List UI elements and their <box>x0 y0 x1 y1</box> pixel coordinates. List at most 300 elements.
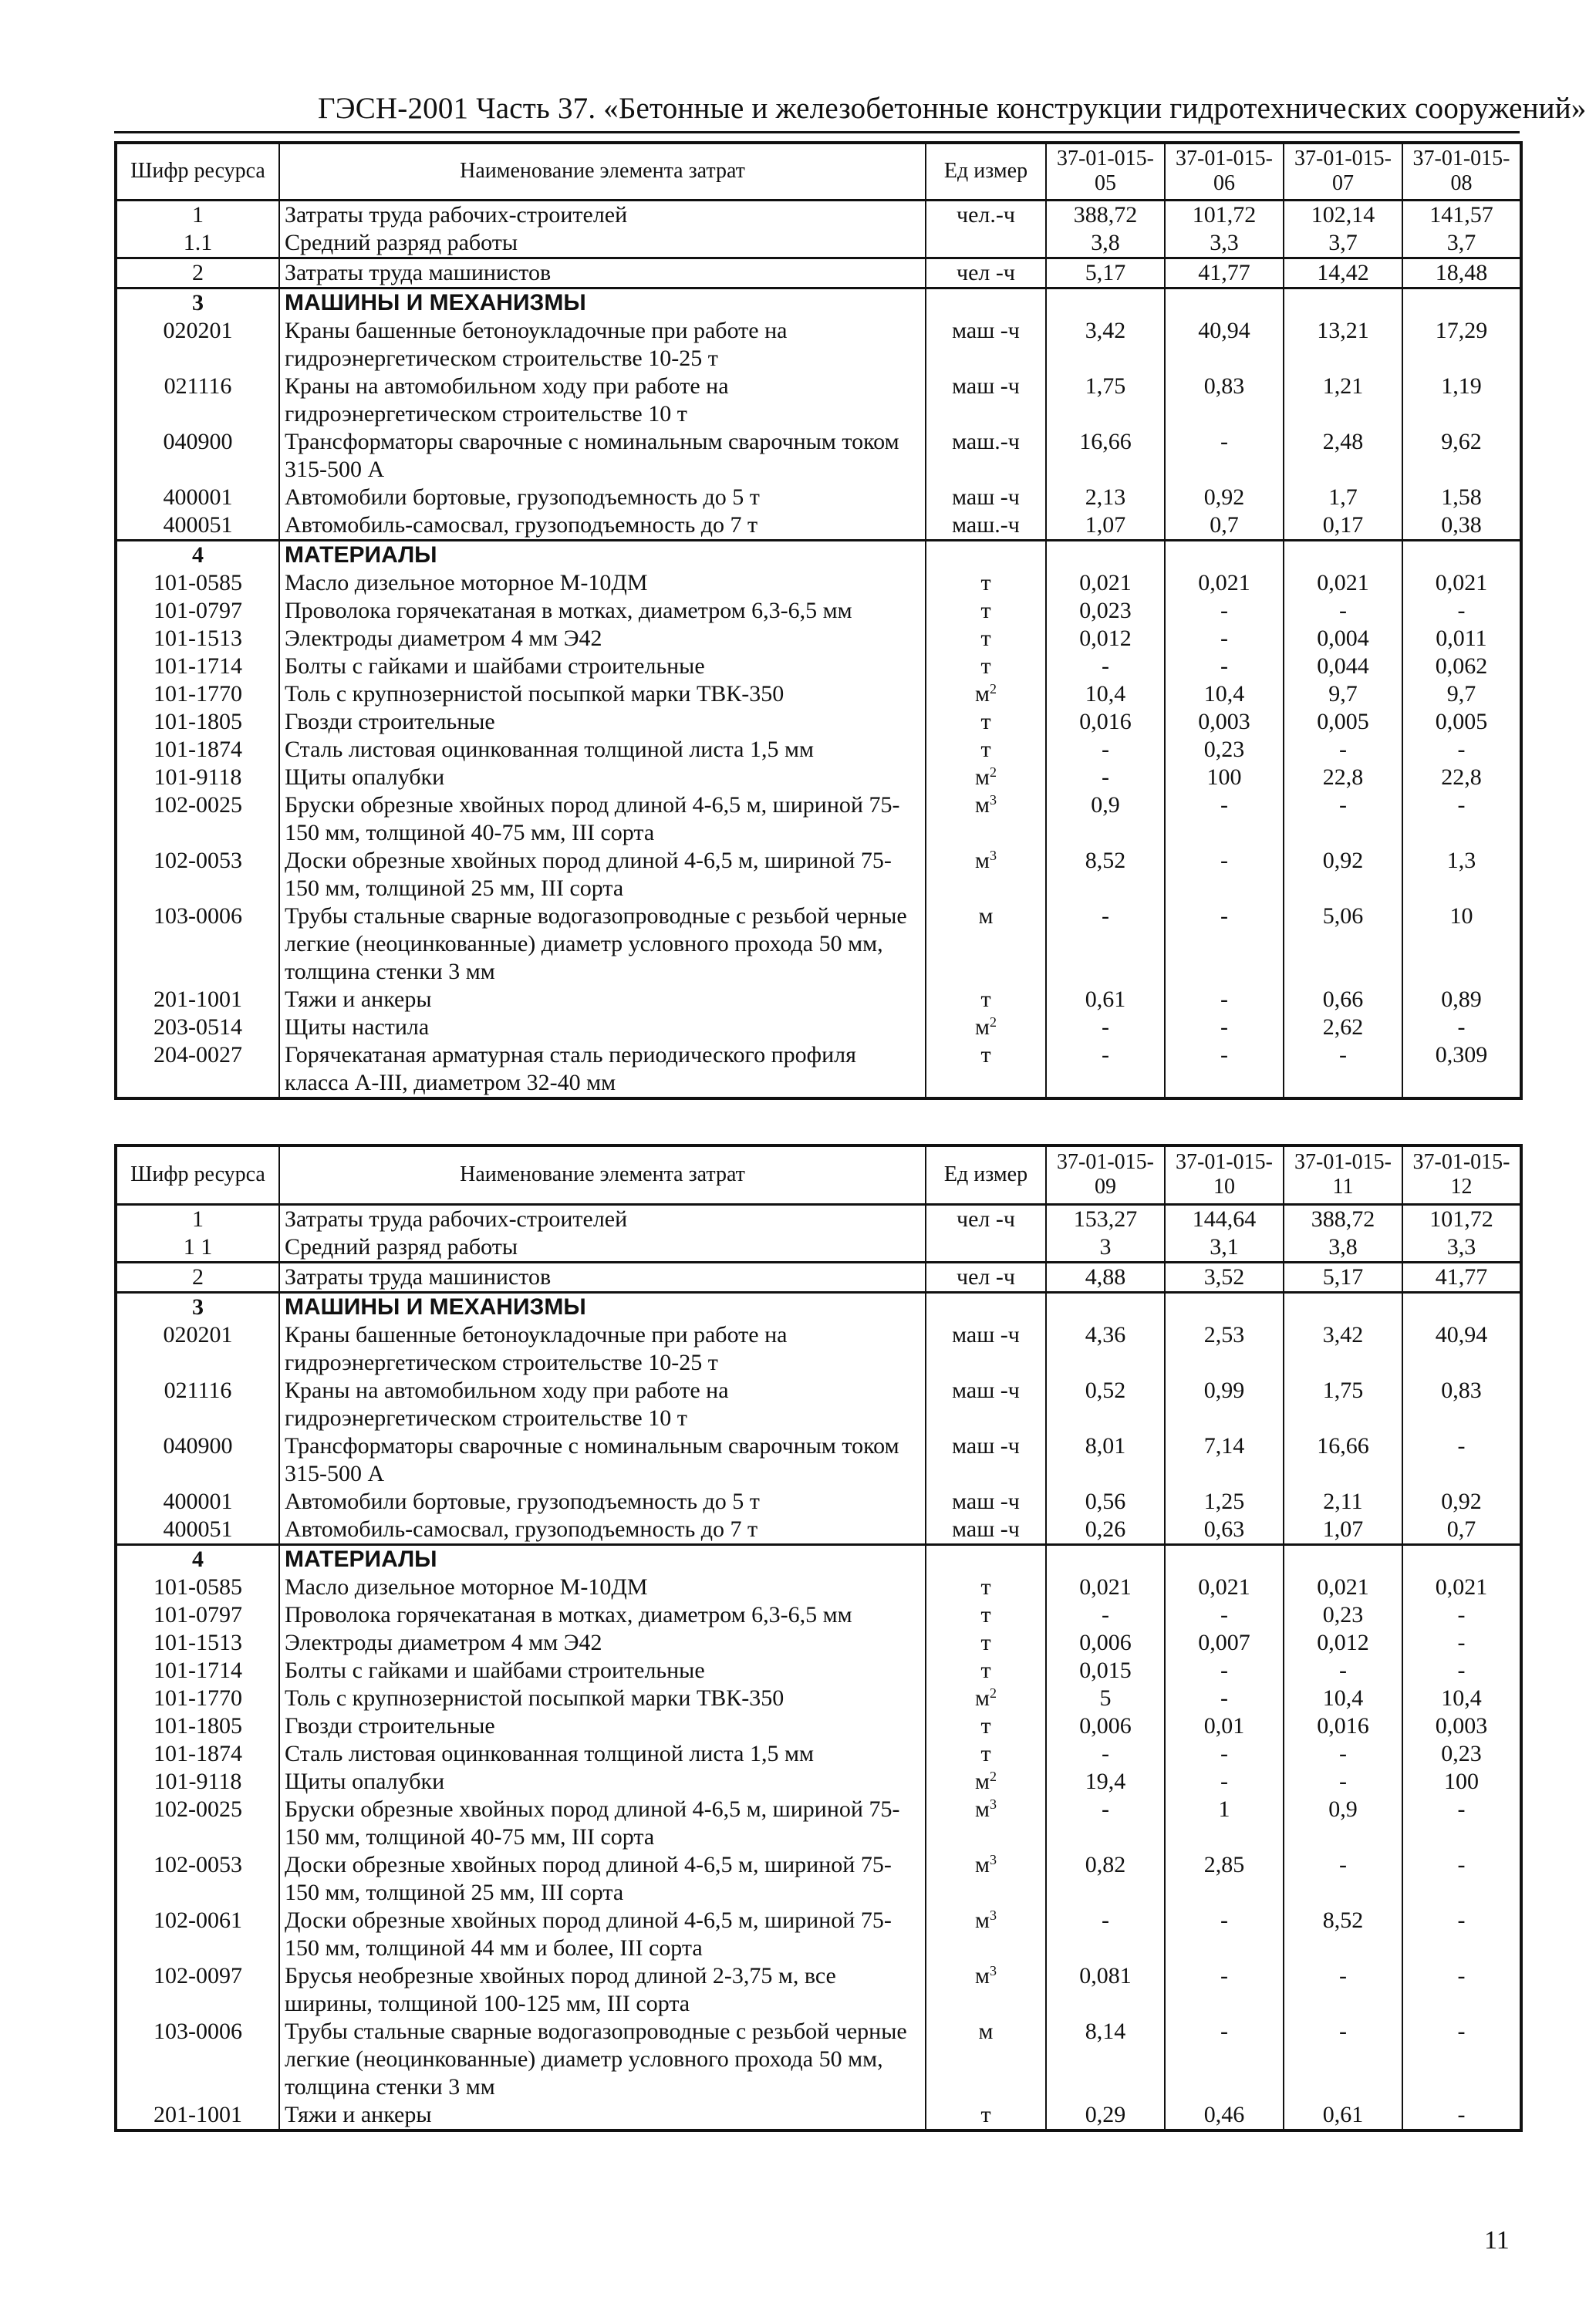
norm-value: 22,8 <box>1284 764 1402 791</box>
resource-code: 101-0585 <box>116 1574 279 1601</box>
unit-label: маш -ч <box>952 1377 1020 1403</box>
resource-code: 101-1770 <box>116 1685 279 1712</box>
unit-cell <box>926 791 1046 847</box>
resource-name: Проволока горячекатаная в мотках, диаметром 6,3-6,5 мм <box>279 1601 926 1629</box>
table-row <box>116 1907 1521 1962</box>
norm-value: 0,26 <box>1046 1516 1165 1545</box>
unit-cell <box>926 569 1046 597</box>
unit-cell <box>926 1321 1046 1377</box>
norm-value: - <box>1046 1041 1165 1098</box>
norm-value <box>1046 1544 1165 1574</box>
unit-cell <box>926 229 1046 258</box>
unit-cell <box>926 1014 1046 1041</box>
norm-value: 0,56 <box>1046 1488 1165 1516</box>
section-row <box>116 1544 1521 1574</box>
table-row <box>116 1233 1521 1263</box>
table-row <box>116 1516 1521 1545</box>
resource-code: 101-0585 <box>116 569 279 597</box>
norm-value: 3,42 <box>1046 317 1165 373</box>
unit-label: маш.-ч <box>952 428 1020 454</box>
resource-code: 101-1874 <box>116 736 279 764</box>
resource-code: 201-1001 <box>116 2101 279 2130</box>
norm-value: 9,62 <box>1402 428 1521 484</box>
unit-label: м <box>975 1768 990 1794</box>
resource-name: Толь с крупнозернистой посыпкой марки ТВК-350 <box>279 1685 926 1712</box>
table-row <box>116 1657 1521 1685</box>
resource-name: Гвозди строительные <box>279 1712 926 1740</box>
unit-cell <box>926 1712 1046 1740</box>
unit-label: чел.-ч <box>957 201 1015 228</box>
norm-value: 0,015 <box>1046 1657 1165 1685</box>
norm-value: - <box>1165 1014 1284 1041</box>
norm-value: - <box>1284 736 1402 764</box>
norm-value: 7,14 <box>1165 1432 1284 1488</box>
resource-name: Автомобили бортовые, грузоподъемность до 5 т <box>279 1488 926 1516</box>
norm-value: 1,25 <box>1165 1488 1284 1516</box>
norm-value: 0,016 <box>1284 1712 1402 1740</box>
norm-value: - <box>1165 597 1284 625</box>
norm-value: - <box>1165 1657 1284 1685</box>
norm-value: 0,062 <box>1402 653 1521 680</box>
unit-cell <box>926 200 1046 229</box>
norm-value: 0,021 <box>1165 569 1284 597</box>
norm-value: 41,77 <box>1165 258 1284 288</box>
unit-label: т <box>980 653 991 679</box>
unit-label: т <box>980 1041 991 1068</box>
norm-value: 0,003 <box>1165 708 1284 736</box>
norm-value: 3,3 <box>1402 1233 1521 1263</box>
resource-name: Краны башенные бетоноукладочные при работе на гидроэнергетическом строительстве 10-25 т <box>279 317 926 373</box>
table-row <box>116 1962 1521 2018</box>
table-row <box>116 847 1521 902</box>
norm-value: 0,17 <box>1284 511 1402 541</box>
unit-label: м <box>975 1962 990 1988</box>
section-title: МАШИНЫ И МЕХАНИЗМЫ <box>279 288 926 317</box>
resource-name: Бруски обрезные хвойных пород длиной 4-6,5 м, шириной 75-150 мм, толщиной 40-75 мм, III сорта <box>279 791 926 847</box>
table-row <box>116 653 1521 680</box>
unit-label: чел -ч <box>957 1206 1015 1232</box>
table-row <box>116 1262 1521 1292</box>
unit-label: маш -ч <box>952 1488 1020 1514</box>
norm-value: - <box>1165 1907 1284 1962</box>
column-header-unit: Ед измер <box>926 1145 1046 1204</box>
norm-value: - <box>1165 1962 1284 2018</box>
norm-value: 0,006 <box>1046 1629 1165 1657</box>
unit-exponent: 3 <box>989 1851 997 1867</box>
norm-value: - <box>1284 1657 1402 1685</box>
resource-name: Болты с гайками и шайбами строительные <box>279 1657 926 1685</box>
table-row <box>116 258 1521 288</box>
norm-value: - <box>1046 1907 1165 1962</box>
norm-value: 144,64 <box>1165 1204 1284 1233</box>
norm-value <box>1402 1292 1521 1321</box>
norm-value: - <box>1165 986 1284 1014</box>
column-header-code: Шифр ресурса <box>116 143 279 200</box>
norm-value: - <box>1402 736 1521 764</box>
norm-value: 17,29 <box>1402 317 1521 373</box>
unit-exponent: 2 <box>989 764 997 780</box>
table-row <box>116 625 1521 653</box>
unit-cell <box>926 1962 1046 2018</box>
table-row <box>116 511 1521 541</box>
norm-value: - <box>1284 1962 1402 2018</box>
resource-name: Щиты опалубки <box>279 1768 926 1796</box>
table-row <box>116 1740 1521 1768</box>
table-row <box>116 1321 1521 1377</box>
resource-code: 400051 <box>116 1516 279 1545</box>
norm-value <box>1046 540 1165 569</box>
resource-name: Тяжи и анкеры <box>279 986 926 1014</box>
resource-code: 103-0006 <box>116 902 279 986</box>
resource-name: Брусья необрезные хвойных пород длиной 2-3,75 м, все ширины, толщиной 100-125 мм, III сорта <box>279 1962 926 2018</box>
norm-value: 0,012 <box>1046 625 1165 653</box>
unit-label: м <box>978 2018 994 2044</box>
resource-code: 102-0053 <box>116 847 279 902</box>
norm-value: 5,06 <box>1284 902 1402 986</box>
table-row <box>116 1768 1521 1796</box>
norm-value <box>1402 1544 1521 1574</box>
norm-value: - <box>1046 1740 1165 1768</box>
norm-value: 0,99 <box>1165 1377 1284 1432</box>
norm-value: - <box>1165 625 1284 653</box>
norm-value: 19,4 <box>1046 1768 1165 1796</box>
table-row <box>116 2018 1521 2101</box>
resource-code: 3 <box>116 288 279 317</box>
unit-label: маш -ч <box>952 484 1020 510</box>
resource-name: Затраты труда рабочих-строителей <box>279 200 926 229</box>
norm-value: 0,29 <box>1046 2101 1165 2130</box>
unit-cell <box>926 736 1046 764</box>
norm-value: 3,42 <box>1284 1321 1402 1377</box>
unit-label: м <box>975 680 990 707</box>
column-header-norm: 37-01-015-12 <box>1402 1145 1521 1204</box>
norm-value: 1,19 <box>1402 373 1521 428</box>
resource-name: Бруски обрезные хвойных пород длиной 4-6,5 м, шириной 75-150 мм, толщиной 40-75 мм, III сорта <box>279 1796 926 1851</box>
table-row <box>116 1041 1521 1098</box>
unit-cell <box>926 1204 1046 1233</box>
resource-name: Автомобили бортовые, грузоподъемность до 5 т <box>279 484 926 511</box>
unit-label: т <box>980 1574 991 1600</box>
norm-value <box>1046 1292 1165 1321</box>
norm-value: - <box>1046 736 1165 764</box>
resource-name: Автомобиль-самосвал, грузоподъемность до 7 т <box>279 511 926 541</box>
norm-value: - <box>1402 1432 1521 1488</box>
unit-exponent: 2 <box>989 1768 997 1784</box>
norm-value <box>1165 540 1284 569</box>
norm-value <box>1402 288 1521 317</box>
unit-cell <box>926 1041 1046 1098</box>
table-row <box>116 680 1521 708</box>
resource-code: 021116 <box>116 373 279 428</box>
table-row <box>116 1574 1521 1601</box>
norm-value: - <box>1284 1851 1402 1907</box>
norm-value: 2,62 <box>1284 1014 1402 1041</box>
unit-label: чел -ч <box>957 1263 1015 1290</box>
resource-name: Масло дизельное моторное М-10ДМ <box>279 1574 926 1601</box>
column-header-name: Наименование элемента затрат <box>279 143 926 200</box>
norm-value <box>1284 1544 1402 1574</box>
section-row <box>116 540 1521 569</box>
resource-code: 1 <box>116 200 279 229</box>
norm-value <box>1284 1292 1402 1321</box>
unit-exponent: 2 <box>989 680 997 697</box>
norm-value: 100 <box>1402 1768 1521 1796</box>
norm-value: - <box>1165 428 1284 484</box>
norm-value: 0,89 <box>1402 986 1521 1014</box>
norm-value: 9,7 <box>1402 680 1521 708</box>
resource-name: Масло дизельное моторное М-10ДМ <box>279 569 926 597</box>
resource-table-2 <box>114 1144 1523 2132</box>
table-row <box>116 1712 1521 1740</box>
unit-cell <box>926 540 1046 569</box>
resource-code: 102-0097 <box>116 1962 279 2018</box>
norm-value: - <box>1402 1629 1521 1657</box>
table-row <box>116 317 1521 373</box>
unit-label: маш -ч <box>952 1516 1020 1542</box>
resource-code: 021116 <box>116 1377 279 1432</box>
unit-cell <box>926 1740 1046 1768</box>
norm-value: 0,003 <box>1402 1712 1521 1740</box>
column-header-norm: 37-01-015-09 <box>1046 1145 1165 1204</box>
norm-value: 0,63 <box>1165 1516 1284 1545</box>
resource-code: 400001 <box>116 1488 279 1516</box>
table-row <box>116 986 1521 1014</box>
norm-value: 3,8 <box>1284 1233 1402 1263</box>
unit-label: чел -ч <box>957 259 1015 285</box>
norm-value: - <box>1046 653 1165 680</box>
section-title: МАТЕРИАЛЫ <box>279 540 926 569</box>
unit-label: т <box>980 569 991 595</box>
norm-value: - <box>1165 2018 1284 2101</box>
norm-value: 41,77 <box>1402 1262 1521 1292</box>
unit-cell <box>926 847 1046 902</box>
norm-value <box>1165 1292 1284 1321</box>
norm-value: 0,021 <box>1402 1574 1521 1601</box>
column-header-norm: 37-01-015-06 <box>1165 143 1284 200</box>
resource-name: Трубы стальные сварные водогазопроводные с резьбой черные легкие (неоцинкованные) диаметр условного прохода 50 мм, толщина стенки 3 мм <box>279 2018 926 2101</box>
norm-value: 8,01 <box>1046 1432 1165 1488</box>
norm-value: - <box>1165 1768 1284 1796</box>
resource-code: 400001 <box>116 484 279 511</box>
column-header-norm: 37-01-015-08 <box>1402 143 1521 200</box>
table-row <box>116 1014 1521 1041</box>
norm-value: 3 <box>1046 1233 1165 1263</box>
norm-value: 2,48 <box>1284 428 1402 484</box>
norm-value: 4,36 <box>1046 1321 1165 1377</box>
unit-cell <box>926 986 1046 1014</box>
norm-value: 0,9 <box>1046 791 1165 847</box>
norm-value: 102,14 <box>1284 200 1402 229</box>
resource-code: 020201 <box>116 317 279 373</box>
norm-value <box>1402 540 1521 569</box>
resource-name: Электроды диаметром 4 мм Э42 <box>279 1629 926 1657</box>
unit-exponent: 3 <box>989 847 997 863</box>
norm-value: 2,85 <box>1165 1851 1284 1907</box>
resource-name: Электроды диаметром 4 мм Э42 <box>279 625 926 653</box>
unit-label: м <box>975 1907 990 1933</box>
resource-code: 4 <box>116 540 279 569</box>
resource-code: 101-1805 <box>116 708 279 736</box>
unit-cell <box>926 484 1046 511</box>
resource-code: 101-0797 <box>116 597 279 625</box>
norm-value: 101,72 <box>1402 1204 1521 1233</box>
table-row <box>116 569 1521 597</box>
table-row <box>116 200 1521 229</box>
norm-value: 3,7 <box>1284 229 1402 258</box>
norm-value: 0,83 <box>1165 373 1284 428</box>
unit-label: м <box>975 791 990 818</box>
unit-cell <box>926 1768 1046 1796</box>
unit-cell <box>926 680 1046 708</box>
table-row <box>116 1796 1521 1851</box>
unit-cell <box>926 373 1046 428</box>
resource-code: 101-9118 <box>116 764 279 791</box>
norm-value: 0,7 <box>1402 1516 1521 1545</box>
unit-label: т <box>980 1740 991 1766</box>
table-row <box>116 1629 1521 1657</box>
unit-cell <box>926 1233 1046 1263</box>
norm-value: - <box>1402 1657 1521 1685</box>
norm-value: 153,27 <box>1046 1204 1165 1233</box>
norm-value: - <box>1165 902 1284 986</box>
norm-value: - <box>1284 1768 1402 1796</box>
resource-code: 020201 <box>116 1321 279 1377</box>
norm-value: - <box>1165 653 1284 680</box>
unit-exponent: 3 <box>989 791 997 808</box>
resource-name: Гвозди строительные <box>279 708 926 736</box>
resource-code: 040900 <box>116 428 279 484</box>
resource-code: 101-1770 <box>116 680 279 708</box>
unit-label: т <box>980 2101 991 2127</box>
resource-code: 4 <box>116 1544 279 1574</box>
norm-value: 0,23 <box>1402 1740 1521 1768</box>
norm-value: 101,72 <box>1165 200 1284 229</box>
norm-value: 0,021 <box>1165 1574 1284 1601</box>
unit-label: м <box>978 902 994 929</box>
norm-value: 0,92 <box>1284 847 1402 902</box>
table-row <box>116 597 1521 625</box>
norm-value: 141,57 <box>1402 200 1521 229</box>
norm-value: - <box>1165 791 1284 847</box>
unit-label: т <box>980 708 991 734</box>
norm-value: 10,4 <box>1046 680 1165 708</box>
resource-name: Щиты настила <box>279 1014 926 1041</box>
norm-value: 0,92 <box>1402 1488 1521 1516</box>
norm-value: 18,48 <box>1402 258 1521 288</box>
resource-name: Краны на автомобильном ходу при работе на гидроэнергетическом строительстве 10 т <box>279 1377 926 1432</box>
table-row <box>116 1488 1521 1516</box>
norm-value: 1,75 <box>1046 373 1165 428</box>
norm-value: 40,94 <box>1165 317 1284 373</box>
norm-value: 3,3 <box>1165 229 1284 258</box>
unit-cell <box>926 597 1046 625</box>
norm-value: 10,4 <box>1284 1685 1402 1712</box>
resource-code: 102-0061 <box>116 1907 279 1962</box>
norm-value <box>1284 288 1402 317</box>
norm-value: 0,83 <box>1402 1377 1521 1432</box>
unit-label: м <box>975 1796 990 1822</box>
norm-value: 0,38 <box>1402 511 1521 541</box>
norm-value: 14,42 <box>1284 258 1402 288</box>
resource-code: 1 1 <box>116 1233 279 1263</box>
norm-value <box>1165 288 1284 317</box>
norm-value: 10,4 <box>1165 680 1284 708</box>
table-row <box>116 2101 1521 2130</box>
unit-label: м <box>975 764 990 790</box>
unit-label: т <box>980 1629 991 1655</box>
norm-value: - <box>1284 791 1402 847</box>
norm-value: 0,016 <box>1046 708 1165 736</box>
unit-cell <box>926 653 1046 680</box>
unit-label: т <box>980 1601 991 1628</box>
norm-value: 16,66 <box>1046 428 1165 484</box>
norm-value: - <box>1046 902 1165 986</box>
table-row <box>116 484 1521 511</box>
resource-code: 101-1513 <box>116 625 279 653</box>
norm-value: - <box>1402 1796 1521 1851</box>
resource-name: Горячекатаная арматурная сталь периодического профиля класса А-III, диаметром 32-40 мм <box>279 1041 926 1098</box>
resource-code: 201-1001 <box>116 986 279 1014</box>
norm-value <box>1046 288 1165 317</box>
header-rule <box>114 131 1520 133</box>
norm-value <box>1284 540 1402 569</box>
norm-value: - <box>1165 1601 1284 1629</box>
unit-label: м <box>975 1685 990 1711</box>
norm-value: - <box>1402 1851 1521 1907</box>
norm-value: - <box>1402 791 1521 847</box>
unit-cell <box>926 902 1046 986</box>
norm-value: 1,07 <box>1284 1516 1402 1545</box>
unit-cell <box>926 1601 1046 1629</box>
norm-value: - <box>1402 1907 1521 1962</box>
resource-code: 040900 <box>116 1432 279 1488</box>
norm-value: 0,82 <box>1046 1851 1165 1907</box>
table-row <box>116 1685 1521 1712</box>
norm-value: 1,75 <box>1284 1377 1402 1432</box>
norm-value: 0,23 <box>1284 1601 1402 1629</box>
norm-value: 0,92 <box>1165 484 1284 511</box>
norm-value: 3,7 <box>1402 229 1521 258</box>
unit-exponent: 3 <box>989 1962 997 1978</box>
norm-value: 0,081 <box>1046 1962 1165 2018</box>
table-row <box>116 902 1521 986</box>
unit-label: т <box>980 1712 991 1739</box>
norm-value: 8,14 <box>1046 2018 1165 2101</box>
unit-label: т <box>980 736 991 762</box>
table-row <box>116 708 1521 736</box>
table-row <box>116 791 1521 847</box>
unit-label: маш -ч <box>952 1432 1020 1459</box>
unit-label: м <box>975 1014 990 1040</box>
resource-name: Тяжи и анкеры <box>279 2101 926 2130</box>
resource-code: 101-1874 <box>116 1740 279 1768</box>
norm-value: 0,01 <box>1165 1712 1284 1740</box>
norm-value: - <box>1284 2018 1402 2101</box>
norm-value: 1,7 <box>1284 484 1402 511</box>
table-row <box>116 1204 1521 1233</box>
unit-cell <box>926 428 1046 484</box>
unit-label: маш -ч <box>952 1321 1020 1348</box>
unit-label: м <box>975 1851 990 1877</box>
norm-value: 0,012 <box>1284 1629 1402 1657</box>
table-row <box>116 764 1521 791</box>
unit-cell <box>926 764 1046 791</box>
unit-label: т <box>980 597 991 623</box>
resource-code: 203-0514 <box>116 1014 279 1041</box>
norm-value: 0,004 <box>1284 625 1402 653</box>
section-title: МАТЕРИАЛЫ <box>279 1544 926 1574</box>
resource-name: Щиты опалубки <box>279 764 926 791</box>
